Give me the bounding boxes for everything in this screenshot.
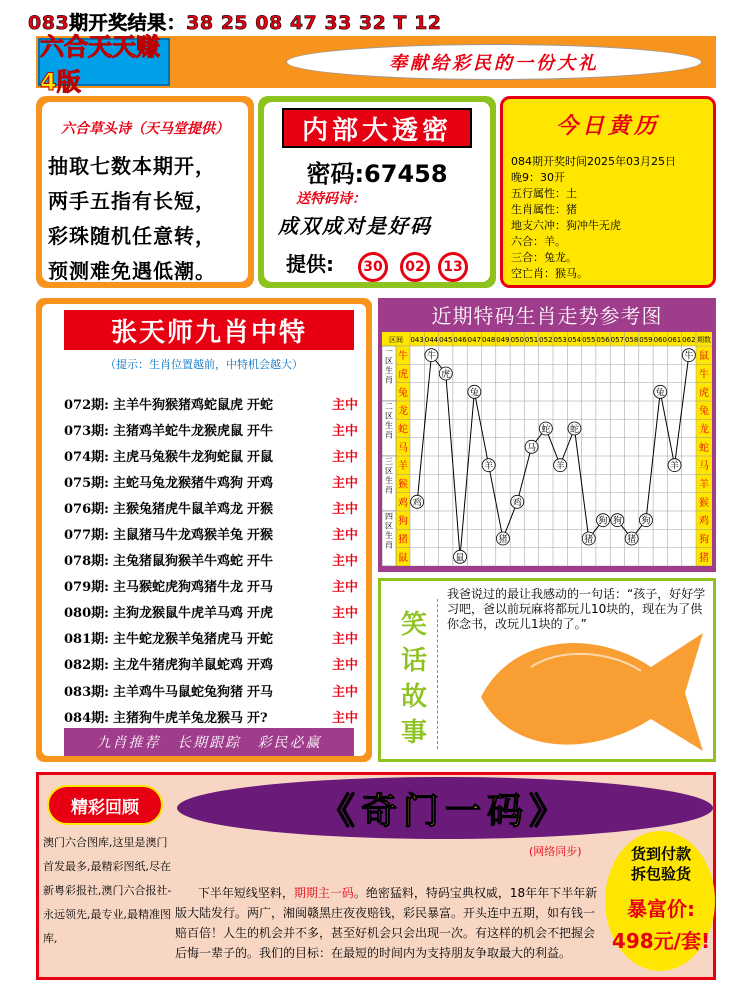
trend-point-label: 鼠 xyxy=(455,553,465,564)
row-period: 072期: xyxy=(64,397,109,413)
prediction-list-inner xyxy=(42,304,366,756)
zodiac-row-label-right: 马 xyxy=(699,461,709,473)
period-tick-label: 055 xyxy=(582,336,596,344)
zodiac-row-label-right: 虎 xyxy=(699,387,709,399)
almanac-line: 六合：羊。 xyxy=(511,235,566,248)
period-tick-label: 060 xyxy=(653,336,667,344)
almanac-line: 地支六冲：狗冲牛无虎 xyxy=(511,219,621,232)
price-value: 498元/套! xyxy=(611,929,711,953)
prediction-row xyxy=(64,703,364,729)
prediction-list-card xyxy=(36,298,372,762)
row-hit: 主中 xyxy=(331,554,358,570)
zodiac-row-label-right: 蛇 xyxy=(699,442,709,454)
row-hit: 主中 xyxy=(331,658,358,674)
zodiac-row-label-right: 龙 xyxy=(699,424,709,436)
body-highlight: 期期主一码 xyxy=(293,886,354,900)
period-tick-label: 059 xyxy=(639,336,653,344)
poem-card xyxy=(36,96,254,288)
body-text: 。绝密猛料，特码宝典权威，18年年下半年新版大陆发行。两广，湘闽赣黑庄夜夜赔钱，彩民暴富。开头连中五期，如有钱一赔百倍！人生的机会并不多，甚至好机会只会出现一次。有这样的机会不把握会后悔一辈子的。我们的目标：在最短的时间内为支持朋友争取最大的利益。 xyxy=(175,886,598,960)
zone-label-char: 二 xyxy=(385,402,393,411)
zodiac-row-label: 马 xyxy=(398,442,408,454)
trend-point-label: 虎 xyxy=(441,370,451,380)
prediction-row xyxy=(64,547,364,573)
row-zodiacs: 主兔猪鼠狗猴羊牛鸡蛇 xyxy=(112,554,243,570)
row-period: 078期: xyxy=(64,554,109,570)
zodiac-row-label: 蛇 xyxy=(398,424,408,436)
joke-label-char: 故 xyxy=(400,682,427,712)
trend-point-label: 兔 xyxy=(655,388,665,399)
zodiac-row-label: 兔 xyxy=(398,387,408,399)
chart-background xyxy=(382,332,712,566)
period-tick-label: 053 xyxy=(553,336,567,344)
row-period: 074期: xyxy=(64,449,109,465)
row-open: 开牛 xyxy=(246,423,273,439)
row-zodiacs: 主猪狗牛虎羊兔龙猴马 xyxy=(112,710,243,726)
number-ball: 02 xyxy=(400,252,430,282)
secret-title: 内部大透密 xyxy=(282,108,472,148)
joke-label-char: 话 xyxy=(400,646,427,676)
zone-label xyxy=(385,512,393,550)
trend-point-label: 羊 xyxy=(484,461,494,472)
bottom-card xyxy=(36,772,716,980)
row-open: 开鸡 xyxy=(246,658,273,674)
trend-point-label: 牛 xyxy=(426,351,436,362)
trend-point-label: 狗 xyxy=(598,516,608,527)
row-hit: 主中 xyxy=(331,580,358,596)
almanac-line: 三合：兔龙。 xyxy=(511,251,577,264)
poem-lines xyxy=(48,150,242,284)
zone-label-char: 生 xyxy=(385,366,393,375)
secret-poem-label: 送特码诗： xyxy=(296,191,366,207)
fish-illustration xyxy=(471,627,711,757)
row-zodiacs: 主鼠猪马牛龙鸡猴羊兔 xyxy=(112,528,243,544)
prediction-rows xyxy=(64,390,364,729)
row-hit: 主中 xyxy=(331,684,358,700)
row-period: 076期: xyxy=(64,501,109,517)
row-period: 075期: xyxy=(64,475,109,491)
row-hit: 主中 xyxy=(331,632,358,648)
joke-label xyxy=(399,607,429,751)
zone-label xyxy=(385,402,393,440)
header-slogan: 奉献给彩民的一份大礼 xyxy=(286,44,702,80)
zone-label-char: 肖 xyxy=(385,430,393,440)
zodiac-row-label-right: 鸡 xyxy=(699,516,709,528)
period-tick-label: 045 xyxy=(439,336,453,344)
zodiac-row-label: 猪 xyxy=(398,534,408,546)
row-open: 开猴 xyxy=(246,528,273,544)
row-hit: 主中 xyxy=(331,606,358,622)
joke-label-char: 事 xyxy=(400,718,427,748)
prediction-row xyxy=(64,416,364,442)
row-hit: 主中 xyxy=(331,475,358,491)
row-hit: 主中 xyxy=(331,423,358,439)
review-text: 澳门六合图库,这里是澳门首发最多,最精彩图纸,尽在新粤彩报社,澳门六合报社-永远领先,最专业,最精准图库, xyxy=(43,836,172,945)
zodiac-row-label: 狗 xyxy=(398,516,408,528)
period-tick-label: 051 xyxy=(524,336,539,344)
review-badge: 精彩回顾 xyxy=(47,785,163,825)
zone-label-char: 区 xyxy=(385,411,393,421)
prediction-row xyxy=(64,494,364,520)
row-period: 079期: xyxy=(64,580,109,596)
row-hit: 主中 xyxy=(331,501,358,517)
body-text: 下半年短线坚料， xyxy=(197,886,294,900)
row-period: 077期: xyxy=(64,528,109,544)
prediction-row xyxy=(64,677,364,703)
secret-card xyxy=(258,96,496,288)
period-tick-label: 054 xyxy=(567,336,582,344)
row-open: 开猴 xyxy=(246,501,273,517)
row-zodiacs: 主牛蛇龙猴羊兔猪虎马 xyxy=(112,632,243,648)
joke-label-char: 笑 xyxy=(400,610,427,640)
qimen-body xyxy=(175,883,605,963)
almanac-line: 084期开奖时间2025年03月25日 xyxy=(511,155,676,168)
sync-note: (网络同步) xyxy=(529,845,582,858)
zodiac-row-label-right: 猪 xyxy=(699,552,709,564)
row-zodiacs: 主蛇马兔龙猴猪牛鸡狗 xyxy=(112,475,243,491)
number-ball: 30 xyxy=(358,252,388,282)
zodiac-row-label-right: 鼠 xyxy=(699,351,709,363)
row-zodiacs: 主猪鸡羊蛇牛龙猴虎鼠 xyxy=(112,423,243,439)
period-tick-label: 057 xyxy=(610,336,625,344)
trend-point-label: 猪 xyxy=(627,535,637,545)
zone-label-char: 四 xyxy=(385,512,393,521)
period-tick-label: 052 xyxy=(539,336,553,344)
poem-line: 彩珠随机任意转， xyxy=(48,224,216,248)
period-tick-label: 050 xyxy=(510,336,524,344)
prediction-row xyxy=(64,651,364,677)
zodiac-row-label-right: 牛 xyxy=(699,369,709,381)
poem-line: 抽取七数本期开， xyxy=(48,154,216,178)
row-period: 080期: xyxy=(64,606,109,622)
trend-point-label: 鸡 xyxy=(412,498,422,509)
prediction-row xyxy=(64,442,364,468)
zone-label-char: 一 xyxy=(385,347,393,356)
zone-label-char: 生 xyxy=(385,476,393,485)
row-zodiacs: 主羊牛狗猴猪鸡蛇鼠虎 xyxy=(112,397,243,413)
almanac-lines xyxy=(511,154,705,282)
prediction-hint: （提示：生肖位置越前，中特机会越大） xyxy=(105,358,303,371)
row-open: 开虎 xyxy=(246,606,273,622)
poem-line: 两手五指有长短， xyxy=(48,189,216,213)
price-label: 暴富价: xyxy=(627,897,695,921)
prediction-row xyxy=(64,573,364,599)
trend-point-label: 牛 xyxy=(684,351,694,362)
row-open: 开? xyxy=(246,710,268,726)
row-zodiacs: 主猴兔猪虎牛鼠羊鸡龙 xyxy=(112,501,243,517)
row-period: 083期: xyxy=(64,684,109,700)
prediction-list-title: 张天师九肖中特 xyxy=(64,310,354,350)
row-zodiacs: 主龙牛猪虎狗羊鼠蛇鸡 xyxy=(112,658,243,674)
period-tick-label: 044 xyxy=(424,336,439,344)
trend-point-label: 鸡 xyxy=(512,498,522,509)
period-tick-label: 048 xyxy=(481,336,496,344)
row-hit: 主中 xyxy=(331,710,358,726)
period-tick-label: 043 xyxy=(410,336,424,344)
prediction-footer: 九肖推荐 长期跟踪 彩民必赢 xyxy=(64,728,354,756)
trend-point-label: 羊 xyxy=(555,461,565,472)
row-period: 082期: xyxy=(64,658,109,674)
zodiac-row-label-right: 兔 xyxy=(699,406,709,418)
trend-point-label: 蛇 xyxy=(569,425,579,435)
zone-label-char: 肖 xyxy=(385,540,393,550)
trend-point-label: 马 xyxy=(527,443,537,454)
trend-point-label: 蛇 xyxy=(541,425,551,435)
row-open: 开鸡 xyxy=(246,475,273,491)
period-tick-label: 061 xyxy=(667,336,682,344)
period-tick-label: 047 xyxy=(467,336,482,344)
prediction-row xyxy=(64,599,364,625)
zodiac-row-label: 鼠 xyxy=(398,552,408,564)
trend-chart xyxy=(382,332,712,566)
trend-point-label: 狗 xyxy=(612,516,622,527)
period-tick-label: 049 xyxy=(496,336,510,344)
almanac-line: 空亡肖：猴马。 xyxy=(511,267,588,280)
almanac-card xyxy=(500,96,716,288)
secret-inner xyxy=(264,102,490,282)
number-ball: 13 xyxy=(438,252,468,282)
poem-line: 预测难免遇低潮。 xyxy=(48,259,216,283)
zone-label-char: 肖 xyxy=(385,375,393,385)
row-zodiacs: 主马猴蛇虎狗鸡猪牛龙 xyxy=(112,580,243,596)
zodiac-row-label: 猴 xyxy=(398,479,408,491)
trend-point-label: 猪 xyxy=(584,535,594,545)
chart-title: 近期特码生肖走势参考图 xyxy=(431,304,663,328)
period-tick-label: 058 xyxy=(624,336,639,344)
row-period: 081期: xyxy=(64,632,109,648)
secret-code: 密码:67458 xyxy=(306,160,448,188)
row-open: 开马 xyxy=(246,580,273,596)
lottery-result-line: 083期开奖结果：38 25 08 47 33 32 T 12 xyxy=(28,12,442,34)
inspect-label: 拆包验货 xyxy=(630,865,691,883)
row-open: 开鼠 xyxy=(246,449,273,465)
almanac-line: 生肖属性：猪 xyxy=(511,203,577,216)
prediction-row xyxy=(64,468,364,494)
row-open: 开牛 xyxy=(246,554,273,570)
corner-label: 期数 xyxy=(697,336,711,344)
edition-title: 六合天天赚4版 xyxy=(38,38,170,86)
poem-inner xyxy=(42,102,248,282)
row-hit: 主中 xyxy=(331,528,358,544)
corner-label: 区间 xyxy=(389,336,403,344)
prediction-row xyxy=(64,520,364,546)
zone-label-char: 区 xyxy=(385,521,393,531)
zodiac-row-label-right: 狗 xyxy=(699,534,709,546)
zone-label-char: 区 xyxy=(385,466,393,476)
almanac-title: 今日黄历 xyxy=(555,113,660,139)
trend-point-label: 兔 xyxy=(469,388,479,399)
row-zodiacs: 主虎马兔猴牛龙狗蛇鼠 xyxy=(112,449,243,465)
poem-title: 六合草头诗（天马堂提供） xyxy=(61,121,229,137)
divider xyxy=(437,599,438,749)
zodiac-row-label: 牛 xyxy=(398,351,408,363)
almanac-line: 五行属性：土 xyxy=(511,187,577,200)
joke-text: 我爸说过的最让我感动的一句话：“孩子，好好学习吧，爸以前玩麻将都玩儿10块的，现在为了供你念书，改玩儿1块的了。” xyxy=(447,587,706,631)
qimen-banner: 《奇门一码》 xyxy=(177,777,713,839)
zodiac-row-label: 羊 xyxy=(398,461,408,473)
almanac-line: 晚9：30开 xyxy=(511,171,565,184)
cod-label: 货到付款 xyxy=(630,845,691,863)
row-open: 开蛇 xyxy=(246,632,273,648)
zodiac-row-label: 龙 xyxy=(398,406,408,418)
trend-point-label: 狗 xyxy=(641,516,651,527)
row-open: 开蛇 xyxy=(246,397,273,413)
prediction-row xyxy=(64,625,364,651)
zone-label-char: 肖 xyxy=(385,485,393,495)
zone-label-char: 生 xyxy=(385,421,393,430)
zone-label xyxy=(385,347,393,385)
zone-label xyxy=(385,457,393,495)
zodiac-row-label-right: 羊 xyxy=(699,479,709,491)
secret-provide-label: 提供: xyxy=(286,252,334,276)
trend-chart-card xyxy=(378,298,716,572)
zone-label-char: 三 xyxy=(385,457,393,466)
row-hit: 主中 xyxy=(331,449,358,465)
zone-label-char: 生 xyxy=(385,531,393,540)
row-hit: 主中 xyxy=(331,397,358,413)
trend-point-label: 羊 xyxy=(670,461,680,472)
zodiac-row-label: 鸡 xyxy=(398,497,408,509)
row-zodiacs: 主狗龙猴鼠牛虎羊马鸡 xyxy=(112,606,243,622)
prediction-row xyxy=(64,390,364,416)
trend-point-label: 猪 xyxy=(498,535,508,545)
zone-label-char: 区 xyxy=(385,356,393,366)
joke-card xyxy=(378,578,716,762)
row-zodiacs: 主羊鸡牛马鼠蛇兔狗猪 xyxy=(112,684,243,700)
period-tick-label: 062 xyxy=(682,336,696,344)
period-tick-label: 056 xyxy=(596,336,610,344)
zodiac-row-label-right: 猴 xyxy=(699,497,709,509)
row-period: 073期: xyxy=(64,423,109,439)
period-tick-label: 046 xyxy=(453,336,467,344)
zodiac-row-label: 虎 xyxy=(398,369,408,381)
row-period: 084期: xyxy=(64,710,109,726)
row-open: 开马 xyxy=(246,684,273,700)
secret-poem: 成双成对是好码 xyxy=(278,214,432,238)
